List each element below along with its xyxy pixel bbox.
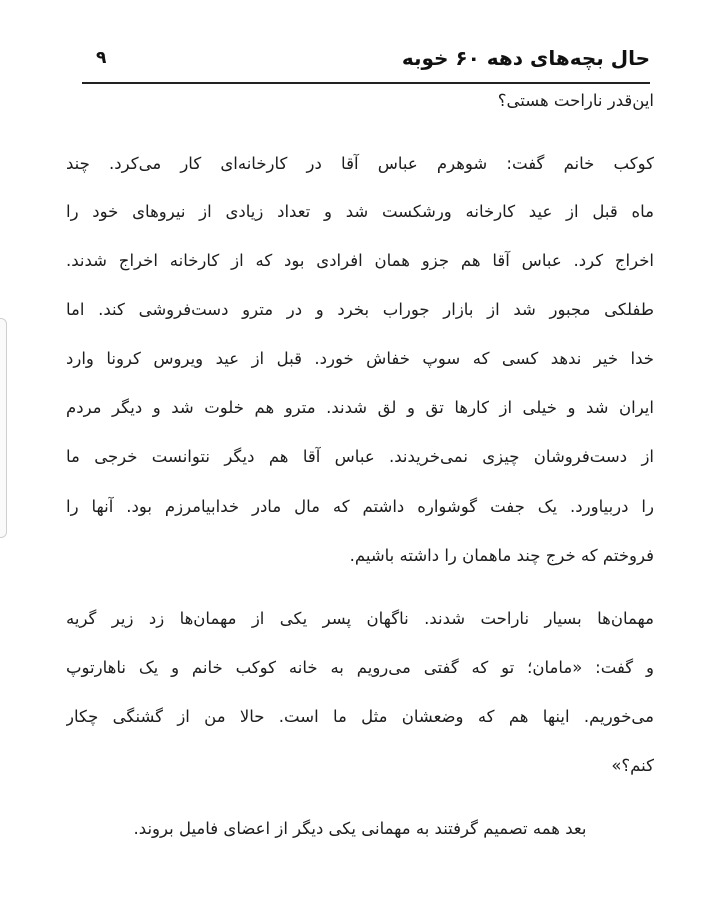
text-line: ماه قبل از عید کارخانه ورشکست شد و تعداد زیادی از نیروهای خود را bbox=[66, 202, 654, 221]
text-line: را دربیاورد. یک جفت گوشواره داشتم که مال مادر خدابیامرزم بود. آنها را bbox=[66, 497, 654, 516]
header-rule bbox=[82, 82, 650, 84]
text-line: این‌قدر ناراحت هستی؟ bbox=[497, 91, 654, 110]
page-edge-tab bbox=[0, 318, 7, 538]
text-line: خدا خیر ندهد کسی که سوپ خفاش خورد. قبل از عید ویروس کرونا وارد bbox=[66, 349, 654, 368]
text-line: می‌خوریم. اینها هم که وضعشان مثل ما است. حالا من از گشنگی چکار bbox=[66, 707, 654, 726]
text-line: اخراج کرد. عباس آقا هم جزو همان افرادی بود که از کارخانه اخراج شدند. bbox=[66, 251, 654, 270]
text-line: ایران شد و خیلی از کارها تق و لق شدند. مترو هم خلوت شد و دیگر مردم bbox=[66, 398, 654, 417]
text-line: بعد همه تصمیم گرفتند به مهمانی یکی دیگر از اعضای فامیل بروند. bbox=[133, 819, 587, 838]
text-line: مهمان‌ها بسیار ناراحت شدند. ناگهان پسر یکی از مهمان‌ها زد زیر گریه bbox=[66, 609, 654, 628]
running-header bbox=[82, 44, 650, 78]
text-line: کوکب خانم گفت: شوهرم عباس آقا در کارخانه‌ای کار می‌کرد. چند bbox=[66, 154, 654, 173]
page-number: ۹ bbox=[96, 48, 107, 68]
text-line: فروختم که خرج چند ماهمان را داشته باشیم. bbox=[349, 546, 654, 565]
text-line: و گفت: «مامان؛ تو که گفتی می‌رویم به خانه کوکب خانم و یک ناهارتوپ bbox=[66, 658, 654, 677]
text-line: کنم؟» bbox=[611, 756, 654, 775]
book-title: حال بچه‌های دهه ۶۰ خوبه bbox=[401, 46, 650, 70]
text-line: از دست‌فروشان چیزی نمی‌خریدند. عباس آقا هم دیگر نتوانست خرجی ما bbox=[66, 447, 654, 466]
text-line: طفلکی مجبور شد از بازار جوراب بخرد و در مترو دست‌فروشی کند. اما bbox=[66, 300, 654, 319]
